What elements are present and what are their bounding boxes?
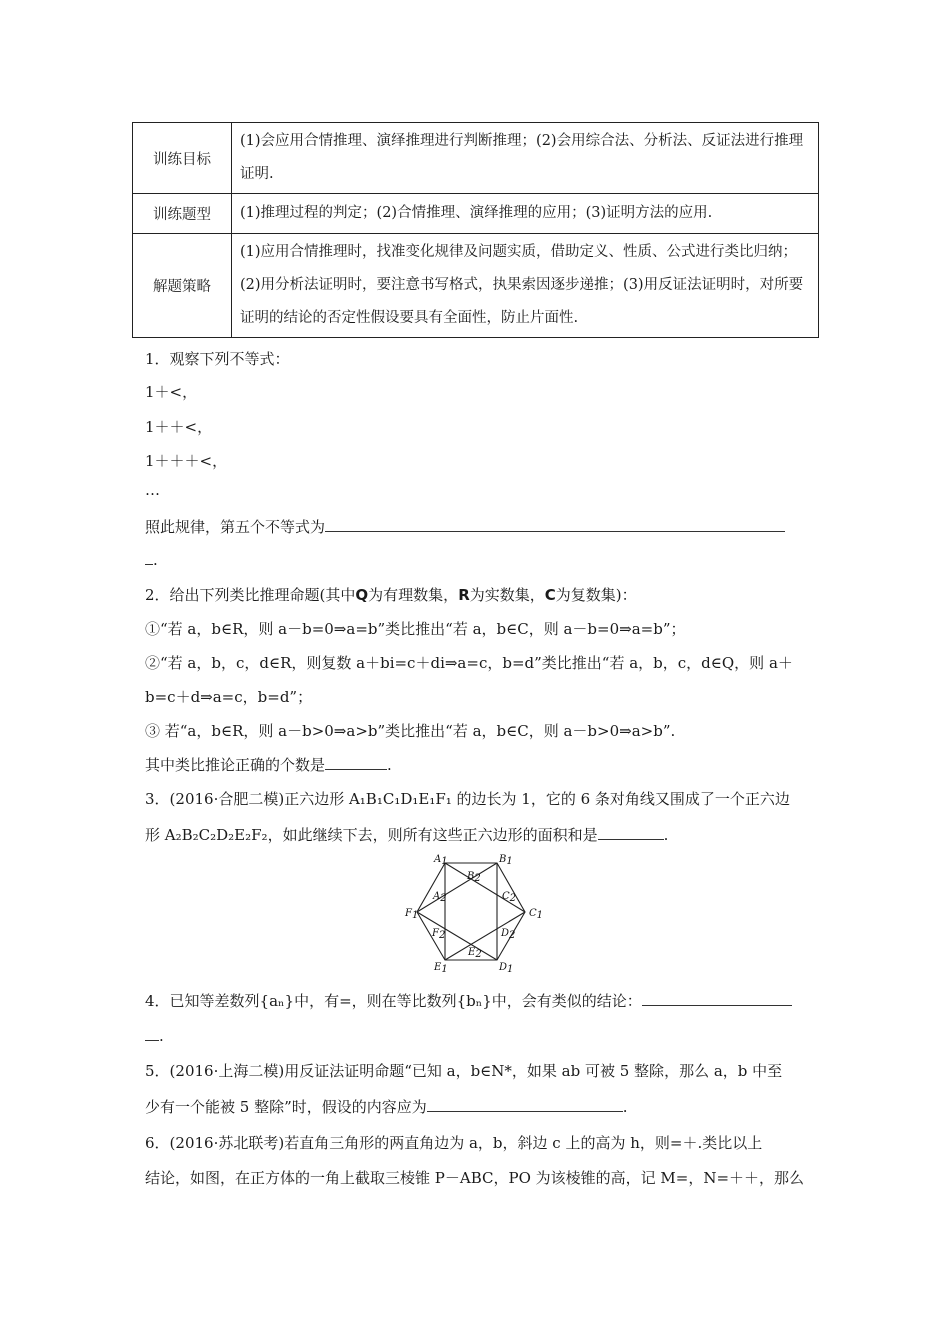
answer-blank[interactable] (325, 517, 785, 532)
q2-intro-b: 为有理数集， (368, 586, 459, 604)
row-label: 训练题型 (133, 194, 232, 234)
vertex-label-B1: B1 (499, 854, 513, 867)
q1-prompt (145, 516, 785, 537)
table-row (133, 123, 819, 194)
q1-continuation (145, 550, 158, 569)
vertex-label-B2: B2 (467, 871, 481, 884)
vertex-label-A1: A1 (434, 854, 448, 867)
nested-hexagon-figure (400, 852, 560, 976)
vertex-label-E2: E2 (468, 947, 482, 960)
q3-line-2 (145, 824, 668, 845)
q1-intro: 1．观察下列不等式： (145, 350, 290, 368)
answer-blank[interactable] (325, 755, 387, 770)
q6-line-2: 结论，如图，在正方体的一角上截取三棱锥 P－ABC，PO 为该棱锥的高，记 M=，N=＋＋，那么 (145, 1169, 805, 1187)
q5-tail: . (622, 1098, 628, 1116)
q2-intro-c: 为实数集， (469, 586, 545, 604)
training-info-table (132, 122, 819, 338)
q3-tail: . (663, 826, 669, 844)
q5-line-2-text: 少有一个能被 5 整除”时，假设的内容应为 (145, 1098, 427, 1116)
vertex-label-E1: E1 (434, 962, 448, 975)
answer-blank-continued[interactable] (145, 1026, 159, 1041)
q1-prompt-text: 照此规律，第五个不等式为 (145, 518, 326, 536)
row-content: (1)会应用合情推理、演绎推理进行判断推理；(2)会用综合法、分析法、反证法进行推理证明. (232, 123, 819, 194)
q1-tail: . (153, 551, 158, 569)
answer-blank-continued[interactable] (145, 550, 153, 565)
answer-blank[interactable] (427, 1097, 623, 1112)
vertex-label-A2: A2 (433, 891, 447, 904)
vertex-label-C2: C2 (502, 891, 517, 904)
q3-line-1: 3．(2016·合肥二模)正六边形 A₁B₁C₁D₁E₁F₁ 的边长为 1，它的 6 条对角线又围成了一个正六边 (145, 790, 790, 808)
q5-line-2 (145, 1096, 628, 1117)
row-content: (1)应用合情推理时，找准变化规律及问题实质，借助定义、性质、公式进行类比归纳；(2)用分析法证明时，要注意书写格式，执果索因逐步递推；(3)用反证法证明时，对所要证明的结论的否定性假设要具有全面性，防止片面性. (232, 234, 819, 338)
q4-tail: . (159, 1027, 164, 1045)
row-label: 解题策略 (133, 234, 232, 338)
vertex-label-F1: F1 (405, 908, 419, 921)
answer-blank[interactable] (642, 991, 792, 1006)
q2-item-2-continued: b=c＋d⇒a=c，b=d”； (145, 688, 313, 706)
q2-item-3: ③ 若“a，b∈R，则 a－b>0⇒a>b”类比推出“若 a，b∈C，则 a－b>0⇒a>b”. (145, 722, 676, 740)
q2-tail: . (387, 756, 392, 774)
row-label: 训练目标 (133, 123, 232, 194)
q1-inequality-3: 1＋＋＋<， (145, 452, 228, 470)
q2-question (145, 754, 392, 775)
rational-set-symbol: Q (355, 586, 369, 604)
q2-intro (145, 584, 637, 605)
q4-continuation (145, 1026, 164, 1045)
q1-inequality-2: 1＋＋<， (145, 418, 213, 436)
q2-intro-a: 2．给出下列类比推理命题(其中 (145, 586, 356, 604)
q4-line-1 (145, 990, 792, 1011)
q4-text: 4．已知等差数列{aₙ}中，有=，则在等比数列{bₙ}中，会有类似的结论： (145, 992, 642, 1010)
q3-line-2-text: 形 A₂B₂C₂D₂E₂F₂，如此继续下去，则所有这些正六边形的面积和是 (145, 826, 598, 844)
q2-item-2: ②“若 a，b，c，d∈R，则复数 a＋bi=c＋di⇒a=c，b=d”类比推出“若 a，b，c，d∈Q，则 a＋ (145, 654, 793, 672)
vertex-label-D1: D1 (499, 962, 514, 975)
q2-question-text: 其中类比推论正确的个数是 (145, 756, 326, 774)
q2-item-1: ①“若 a，b∈R，则 a－b=0⇒a=b”类比推出“若 a，b∈C，则 a－b=0⇒a=b”； (145, 620, 686, 638)
q5-line-1: 5．(2016·上海二模)用反证法证明命题“已知 a，b∈N*，如果 ab 可被 5 整除，那么 a，b 中至 (145, 1062, 783, 1080)
real-set-symbol: R (458, 586, 470, 604)
complex-set-symbol: C (544, 586, 556, 604)
table-row (133, 234, 819, 338)
table-row (133, 194, 819, 234)
q1-ellipsis: … (145, 481, 160, 499)
vertex-label-D2: D2 (501, 928, 516, 941)
answer-blank[interactable] (598, 825, 664, 840)
vertex-label-F2: F2 (432, 928, 446, 941)
q1-inequality-1: 1＋<， (145, 383, 198, 401)
q6-line-1: 6．(2016·苏北联考)若直角三角形的两直角边为 a，b，斜边 c 上的高为 h，则=＋.类比以上 (145, 1134, 763, 1152)
vertex-label-C1: C1 (529, 908, 544, 921)
q2-intro-d: 为复数集)： (555, 586, 637, 604)
row-content: (1)推理过程的判定；(2)合情推理、演绎推理的应用；(3)证明方法的应用. (232, 194, 819, 234)
